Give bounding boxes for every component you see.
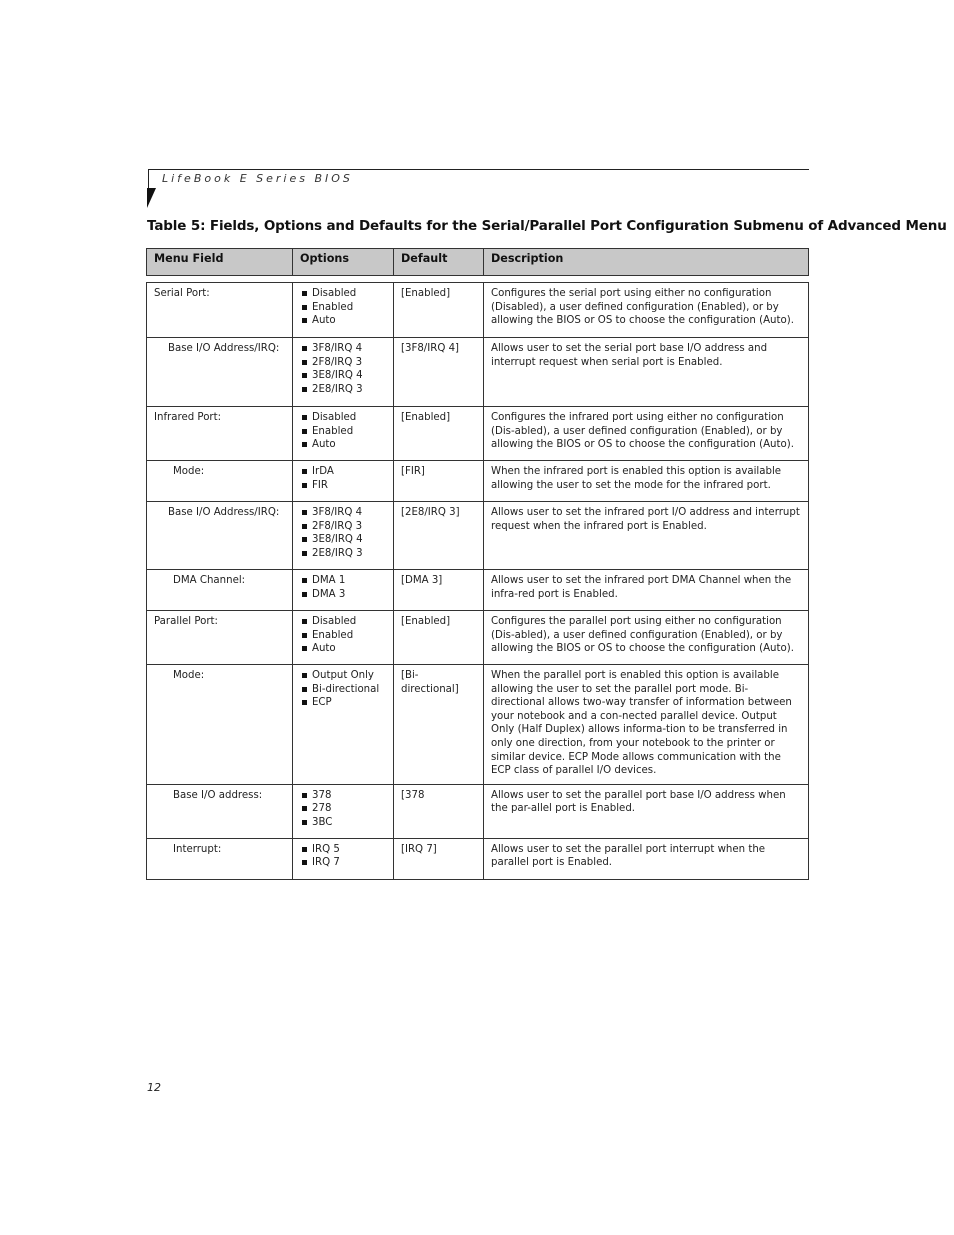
table-row [147,502,809,570]
table-row [147,838,809,879]
table-header-row [147,249,809,276]
option-item: Disabled [300,287,386,301]
column-header-options: Options [293,249,394,276]
option-item: 278 [300,802,386,816]
default-value-cell: [3F8/IRQ 4] [394,338,484,407]
options-cell [293,665,394,785]
options-list [300,465,386,492]
header-wedge-mark [147,188,156,208]
description-cell: Allows user to set the infrared port DMA Channel when the infra-red port is Enabled. [484,570,809,611]
menu-field-cell [147,611,293,665]
description-cell: Allows user to set the parallel port base I/O address when the par-allel port is Enabled. [484,784,809,838]
menu-field-cell [147,665,293,785]
options-cell [293,338,394,407]
menu-field-cell [147,838,293,879]
options-cell [293,283,394,338]
menu-field-cell [147,283,293,338]
page-number: 12 [147,1081,161,1094]
table-title: Table 5: Fields, Options and Defaults for the Serial/Parallel Port Configuration Submenu of Advanced Menu [147,218,947,234]
options-list [300,287,386,328]
menu-field-cell [147,338,293,407]
options-list [300,342,386,396]
description-cell: Allows user to set the infrared port I/O address and interrupt request when the infrared port is Enabled. [484,502,809,570]
description-cell: Allows user to set the serial port base I/O address and interrupt request when serial port is Enabled. [484,338,809,407]
description-cell: Configures the infrared port using either no configuration (Dis-abled), a user defined configuration (Enabled), or by allowing the BIOS or OS to choose the configuration (Auto). [484,407,809,461]
options-cell [293,570,394,611]
table-row [147,611,809,665]
menu-field-label: Base I/O Address/IRQ: [168,343,280,354]
default-value-cell: [FIR] [394,461,484,502]
menu-field-cell [147,784,293,838]
option-item: ECP [300,696,386,710]
header-gap [147,276,809,283]
default-value-cell: [DMA 3] [394,570,484,611]
option-item: 2F8/IRQ 3 [300,520,386,534]
description-cell: When the parallel port is enabled this option is available allowing the user to set the parallel port mode. Bi-directional allows two-way transfer of information between your notebook and a con-nected parallel device. Output Only (Half Duplex) allows informa-tion to be transferred in only one direction, from your notebook to the printer or similar device. ECP Mode allows communication with the ECP class of parallel I/O devices. [484,665,809,785]
options-list [300,411,386,452]
option-item: 3F8/IRQ 4 [300,342,386,356]
options-cell [293,502,394,570]
options-list [300,789,386,830]
menu-field-label: Base I/O address: [173,789,263,801]
options-cell [293,407,394,461]
option-item: Enabled [300,301,386,315]
menu-field-label: Base I/O Address/IRQ: [168,507,280,518]
menu-field-cell [147,461,293,502]
table-row [147,338,809,407]
options-list [300,574,386,601]
option-item: 3E8/IRQ 4 [300,533,386,547]
option-item: Auto [300,438,386,452]
option-item: 3E8/IRQ 4 [300,369,386,383]
option-item: 3F8/IRQ 4 [300,506,386,520]
table-row [147,283,809,338]
option-item: Auto [300,642,386,656]
description-cell: Allows user to set the parallel port interrupt when the parallel port is Enabled. [484,838,809,879]
bios-settings-table [146,248,809,880]
menu-field-label: Serial Port: [154,288,210,299]
description-cell: Configures the parallel port using either no configuration (Dis-abled), a user defined configuration (Enabled), or by allowing the BIOS or OS to choose the configuration (Auto). [484,611,809,665]
menu-field-label: Parallel Port: [154,616,218,627]
header-vertical-rule [148,169,149,189]
column-header-description: Description [484,249,809,276]
option-item: IRQ 7 [300,856,386,870]
table-body [147,283,809,880]
options-cell [293,611,394,665]
option-item: Bi-directional [300,683,386,697]
option-item: IRQ 5 [300,843,386,857]
description-cell: When the infrared port is enabled this option is available allowing the user to set the mode for the infrared port. [484,461,809,502]
option-item: 3BC [300,816,386,830]
default-value-cell: [Enabled] [394,407,484,461]
option-item: Enabled [300,425,386,439]
option-item: Output Only [300,669,386,683]
options-list [300,506,386,560]
menu-field-cell [147,502,293,570]
default-value-cell: [IRQ 7] [394,838,484,879]
options-cell [293,784,394,838]
menu-field-label: DMA Channel: [173,575,246,586]
table-row [147,570,809,611]
menu-field-label: Mode: [173,466,205,477]
description-cell: Configures the serial port using either no configuration (Disabled), a user defined configuration (Enabled), or by allowing the BIOS or OS to choose the configuration (Auto). [484,283,809,338]
option-item: DMA 1 [300,574,386,588]
column-header-menu-field: Menu Field [147,249,293,276]
table-row [147,784,809,838]
header-rule [148,169,809,170]
menu-field-cell [147,407,293,461]
option-item: 2E8/IRQ 3 [300,383,386,397]
menu-field-label: Mode: [173,670,205,681]
options-list [300,615,386,656]
option-item: 2F8/IRQ 3 [300,356,386,370]
menu-field-cell [147,570,293,611]
options-list [300,843,386,870]
table-row [147,407,809,461]
option-item: FIR [300,479,386,493]
option-item: IrDA [300,465,386,479]
options-cell [293,838,394,879]
option-item: 2E8/IRQ 3 [300,547,386,561]
options-list [300,669,386,710]
menu-field-label: Interrupt: [173,843,222,855]
default-value-cell: [Bi-directional] [394,665,484,785]
column-header-default: Default [394,249,484,276]
header-gap-cell [147,276,809,283]
default-value-cell: [378 [394,784,484,838]
running-header: LifeBook E Series BIOS [162,172,353,185]
option-item: Auto [300,314,386,328]
option-item: Enabled [300,629,386,643]
option-item: DMA 3 [300,588,386,602]
option-item: Disabled [300,615,386,629]
options-cell [293,461,394,502]
option-item: Disabled [300,411,386,425]
menu-field-label: Infrared Port: [154,412,222,423]
default-value-cell: [Enabled] [394,611,484,665]
default-value-cell: [2E8/IRQ 3] [394,502,484,570]
table-row [147,461,809,502]
table-row [147,665,809,785]
default-value-cell: [Enabled] [394,283,484,338]
option-item: 378 [300,789,386,803]
